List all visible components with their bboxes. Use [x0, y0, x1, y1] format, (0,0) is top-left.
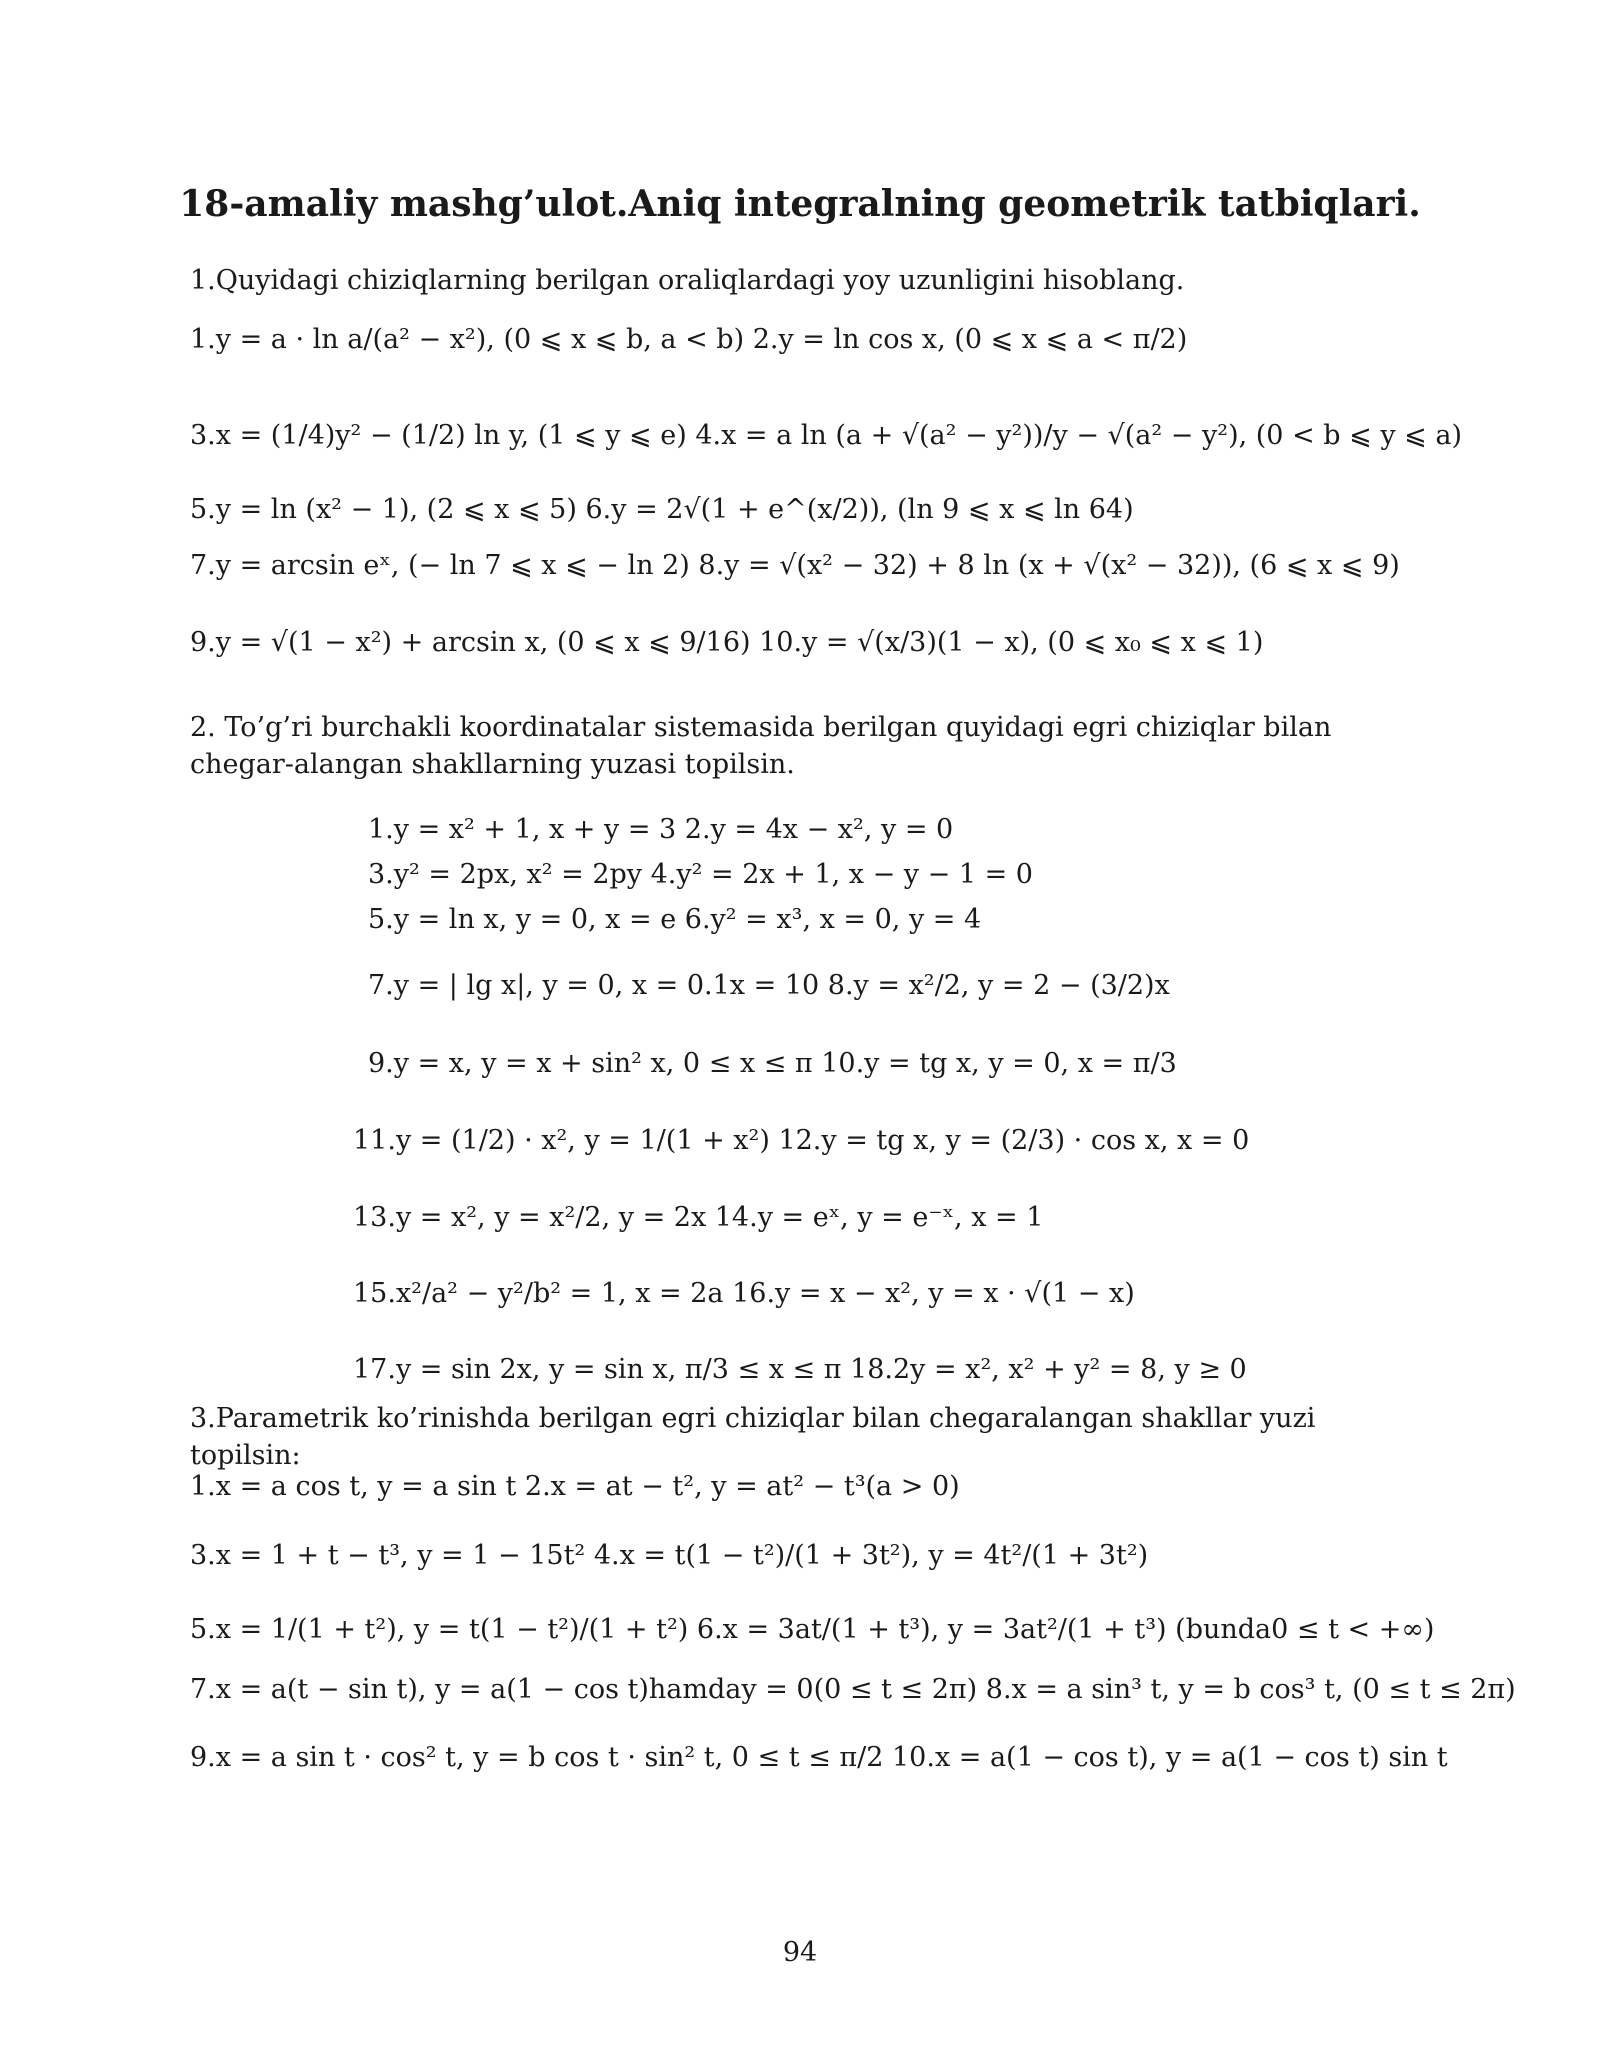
section-2-item-9: 17.y = sin 2x, y = sin x, π/3 ≤ x ≤ π 18.2y = x², x² + y² = 8, y ≥ 0: [353, 1354, 1247, 1385]
page-title: 18-amaliy mashg’ulot.Aniq integralning geometrik tatbiqlari.: [179, 183, 1421, 225]
section-2-item-7: 13.y = x², y = x²/2, y = 2x 14.y = eˣ, y = e⁻ˣ, x = 1: [353, 1202, 1044, 1233]
section-1-item-1: 1.y = a · ln a/(a² − x²), (0 ⩽ x ⩽ b, a < b) 2.y = ln cos x, (0 ⩽ x ⩽ a < π/2): [190, 324, 1188, 355]
section-1-item-2: 3.x = (1/4)y² − (1/2) ln y, (1 ⩽ y ⩽ e) 4.x = a ln (a + √(a² − y²))/y − √(a² − y²), (0 < b ⩽ y ⩽ a): [190, 420, 1463, 451]
section-2-item-1: 1.y = x² + 1, x + y = 3 2.y = 4x − x², y = 0: [368, 814, 954, 845]
section-1-item-4: 7.y = arcsin eˣ, (− ln 7 ⩽ x ⩽ − ln 2) 8.y = √(x² − 32) + 8 ln (x + √(x² − 32)), (6 ⩽ x ⩽ 9): [190, 550, 1400, 581]
section-3-item-2: 3.x = 1 + t − t³, y = 1 − 15t² 4.x = t(1 − t²)/(1 + 3t²), y = 4t²/(1 + 3t²): [190, 1540, 1149, 1571]
section-2-item-6: 11.y = (1/2) · x², y = 1/(1 + x²) 12.y = tg x, y = (2/3) · cos x, x = 0: [353, 1125, 1250, 1156]
section-3-item-3: 5.x = 1/(1 + t²), y = t(1 − t²)/(1 + t²) 6.x = 3at/(1 + t³), y = 3at²/(1 + t³) (bunda0 ≤ t < +∞): [190, 1614, 1435, 1645]
section-2-item-4: 7.y = | lg x|, y = 0, x = 0.1x = 10 8.y = x²/2, y = 2 − (3/2)x: [368, 970, 1170, 1001]
section-3-item-1: 1.x = a cos t, y = a sin t 2.x = at − t², y = at² − t³(a > 0): [190, 1471, 960, 1502]
section-2-item-5: 9.y = x, y = x + sin² x, 0 ≤ x ≤ π 10.y = tg x, y = 0, x = π/3: [368, 1048, 1177, 1079]
section-1-item-3: 5.y = ln (x² − 1), (2 ⩽ x ⩽ 5) 6.y = 2√(1 + e^(x/2)), (ln 9 ⩽ x ⩽ ln 64): [190, 494, 1134, 525]
section-3-item-5: 9.x = a sin t · cos² t, y = b cos t · sin² t, 0 ≤ t ≤ π/2 10.x = a(1 − cos t), y = a(1 − cos t) sin t: [190, 1742, 1448, 1773]
page-number: 94: [782, 1937, 818, 1968]
section-3-heading: 3.Parametrik ko’rinishda berilgan egri chiziqlar bilan chegaralangan shakllar yuzi topilsin:: [190, 1403, 1316, 1471]
section-1-heading: 1.Quyidagi chiziqlarning berilgan oraliqlardagi yoy uzunligini hisoblang.: [190, 265, 1185, 296]
section-2-heading: 2. To’g’ri burchakli koordinatalar sistemasida berilgan quyidagi egri chiziqlar bilan chegar-alangan shakllarning yuzasi topilsin.: [190, 712, 1332, 780]
section-3-item-4: 7.x = a(t − sin t), y = a(1 − cos t)hamday = 0(0 ≤ t ≤ 2π) 8.x = a sin³ t, y = b cos³ t, (0 ≤ t ≤ 2π): [190, 1674, 1516, 1705]
section-1-item-5: 9.y = √(1 − x²) + arcsin x, (0 ⩽ x ⩽ 9/16) 10.y = √(x/3)(1 − x), (0 ⩽ x₀ ⩽ x ⩽ 1): [190, 627, 1264, 658]
section-2-item-3: 5.y = ln x, y = 0, x = e 6.y² = x³, x = 0, y = 4: [368, 904, 982, 935]
section-2-item-2: 3.y² = 2px, x² = 2py 4.y² = 2x + 1, x − y − 1 = 0: [368, 859, 1033, 890]
section-2-item-8: 15.x²/a² − y²/b² = 1, x = 2a 16.y = x − x², y = x · √(1 − x): [353, 1278, 1135, 1309]
